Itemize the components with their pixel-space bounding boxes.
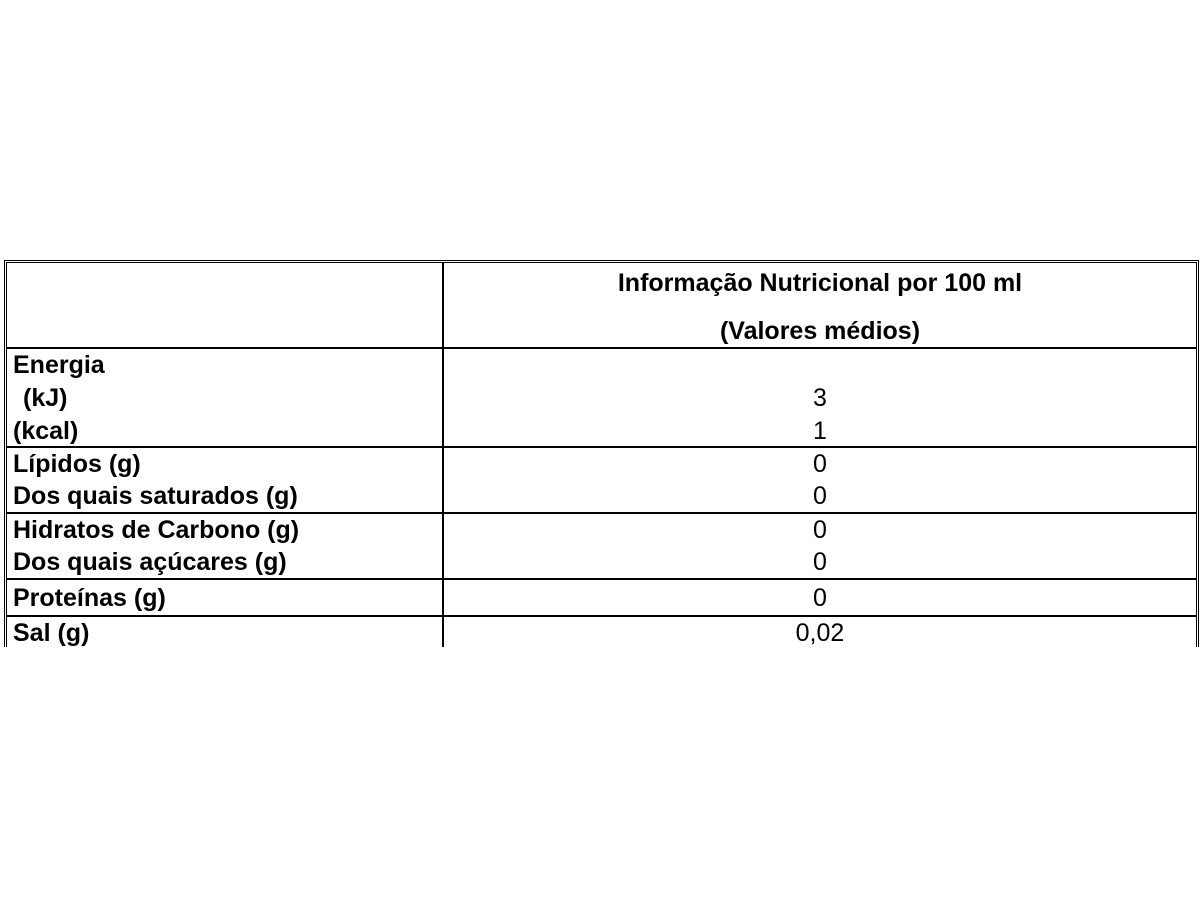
table-row-proteinas: [7, 578, 1196, 615]
header-row: [7, 263, 1196, 347]
row-label-proteinas: Proteínas (g): [13, 584, 166, 612]
row-label-lipidos: Lípidos (g): [13, 450, 141, 478]
table-row-sal: [7, 615, 1196, 650]
row-label-saturados: Dos quais saturados (g): [13, 482, 298, 510]
row-label-kj: (kJ): [23, 384, 68, 412]
row-label-sal: Sal (g): [13, 619, 90, 647]
row-value-proteinas: 0: [813, 584, 827, 612]
row-label-kcal: (kcal): [13, 417, 79, 445]
row-value-saturados: 0: [813, 482, 827, 510]
row-value-kcal: 1: [813, 417, 827, 445]
row-value-acucares: 0: [813, 548, 827, 576]
nutrition-table: [4, 260, 1199, 647]
row-value-kj: 3: [813, 384, 827, 412]
header-subtitle: (Valores médios): [719, 317, 921, 345]
row-value-sal: 0,02: [795, 619, 845, 647]
row-label-hidratos: Hidratos de Carbono (g): [13, 516, 300, 544]
row-value-hidratos: 0: [813, 516, 827, 544]
row-label-energia: Energia: [13, 351, 105, 379]
row-value-lipidos: 0: [813, 450, 827, 478]
table-row-lipidos: [7, 446, 1196, 512]
table-row-energia: [7, 347, 1196, 446]
header-title: Informação Nutricional por 100 ml: [617, 269, 1023, 297]
row-label-acucares: Dos quais açúcares (g): [13, 548, 287, 576]
table-row-hidratos: [7, 512, 1196, 578]
